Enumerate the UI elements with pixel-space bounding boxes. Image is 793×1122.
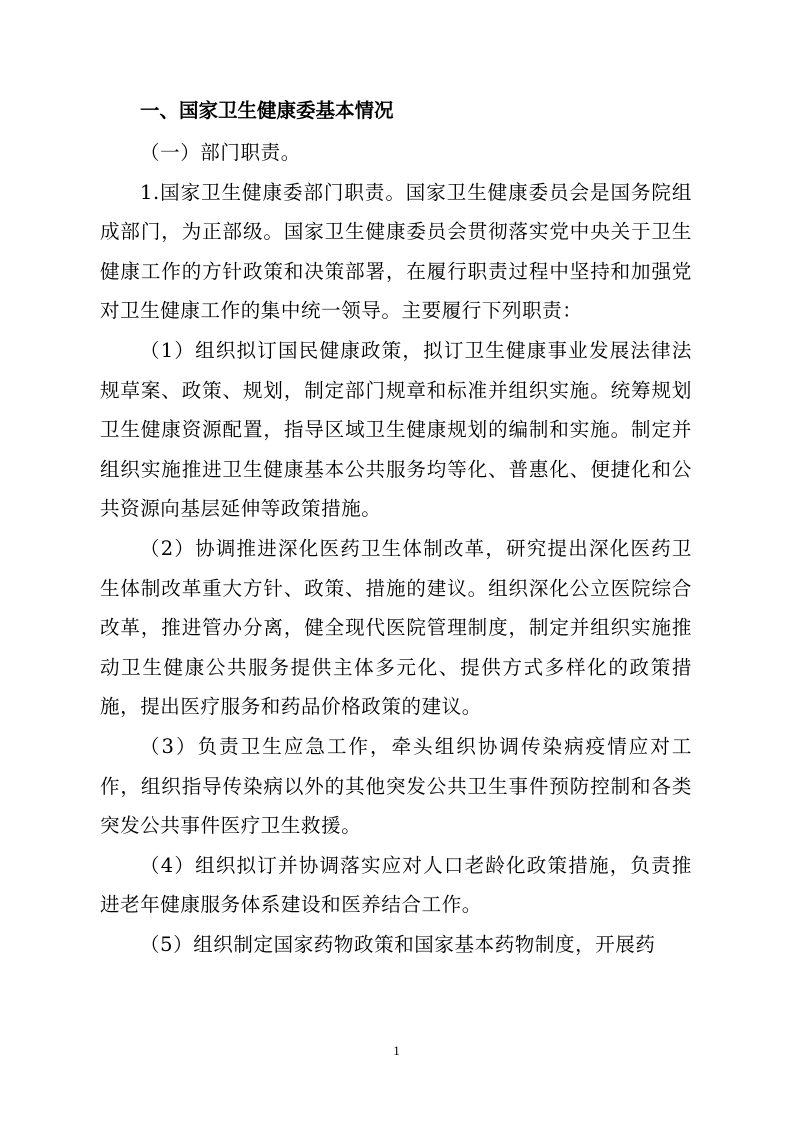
paragraph-duty-1: （1）组织拟订国民健康政策，拟订卫生健康事业发展法律法规草案、政策、规划，制定部门规章和标准并组织实施。统筹规划卫生健康资源配置，指导区域卫生健康规划的编制和实施。制定并组织实施推进卫生健康基本公共服务均等化、普惠化、便捷化和公共资源向基层延伸等政策措施。 bbox=[100, 338, 692, 521]
document-body bbox=[100, 92, 692, 964]
paragraph-duty-4: （4）组织拟订并协调落实应对人口老龄化政策措施，负责推进老年健康服务体系建设和医养结合工作。 bbox=[100, 853, 692, 917]
section-heading: 一、国家卫生健康委基本情况 bbox=[140, 99, 394, 122]
paragraph-department-duties: 1.国家卫生健康委部门职责。国家卫生健康委员会是国务院组成部门，为正部级。国家卫生健康委员会贯彻落实党中央关于卫生健康工作的方针政策和决策部署，在履行职责过程中坚持和加强党对卫生健康工作的集中统一领导。主要履行下列职责： bbox=[100, 180, 692, 323]
page-number: 1 bbox=[393, 1043, 400, 1058]
paragraph-duty-2: （2）协调推进深化医药卫生体制改革，研究提出深化医药卫生体制改革重大方针、政策、措施的建议。组织深化公立医院综合改革，推进管办分离，健全现代医院管理制度，制定并组织实施推动卫生健康公共服务提供主体多元化、提供方式多样化的政策措施，提出医疗服务和药品价格政策的建议。 bbox=[100, 536, 692, 719]
subsection-heading: （一）部门职责。 bbox=[140, 141, 301, 164]
paragraph-duty-3: （3）负责卫生应急工作，牵头组织协调传染病疫情应对工作，组织指导传染病以外的其他突发公共卫生事件预防控制和各类突发公共事件医疗卫生救援。 bbox=[100, 734, 692, 838]
paragraph-duty-5: （5）组织制定国家药物政策和国家基本药物制度，开展药 bbox=[140, 932, 656, 956]
